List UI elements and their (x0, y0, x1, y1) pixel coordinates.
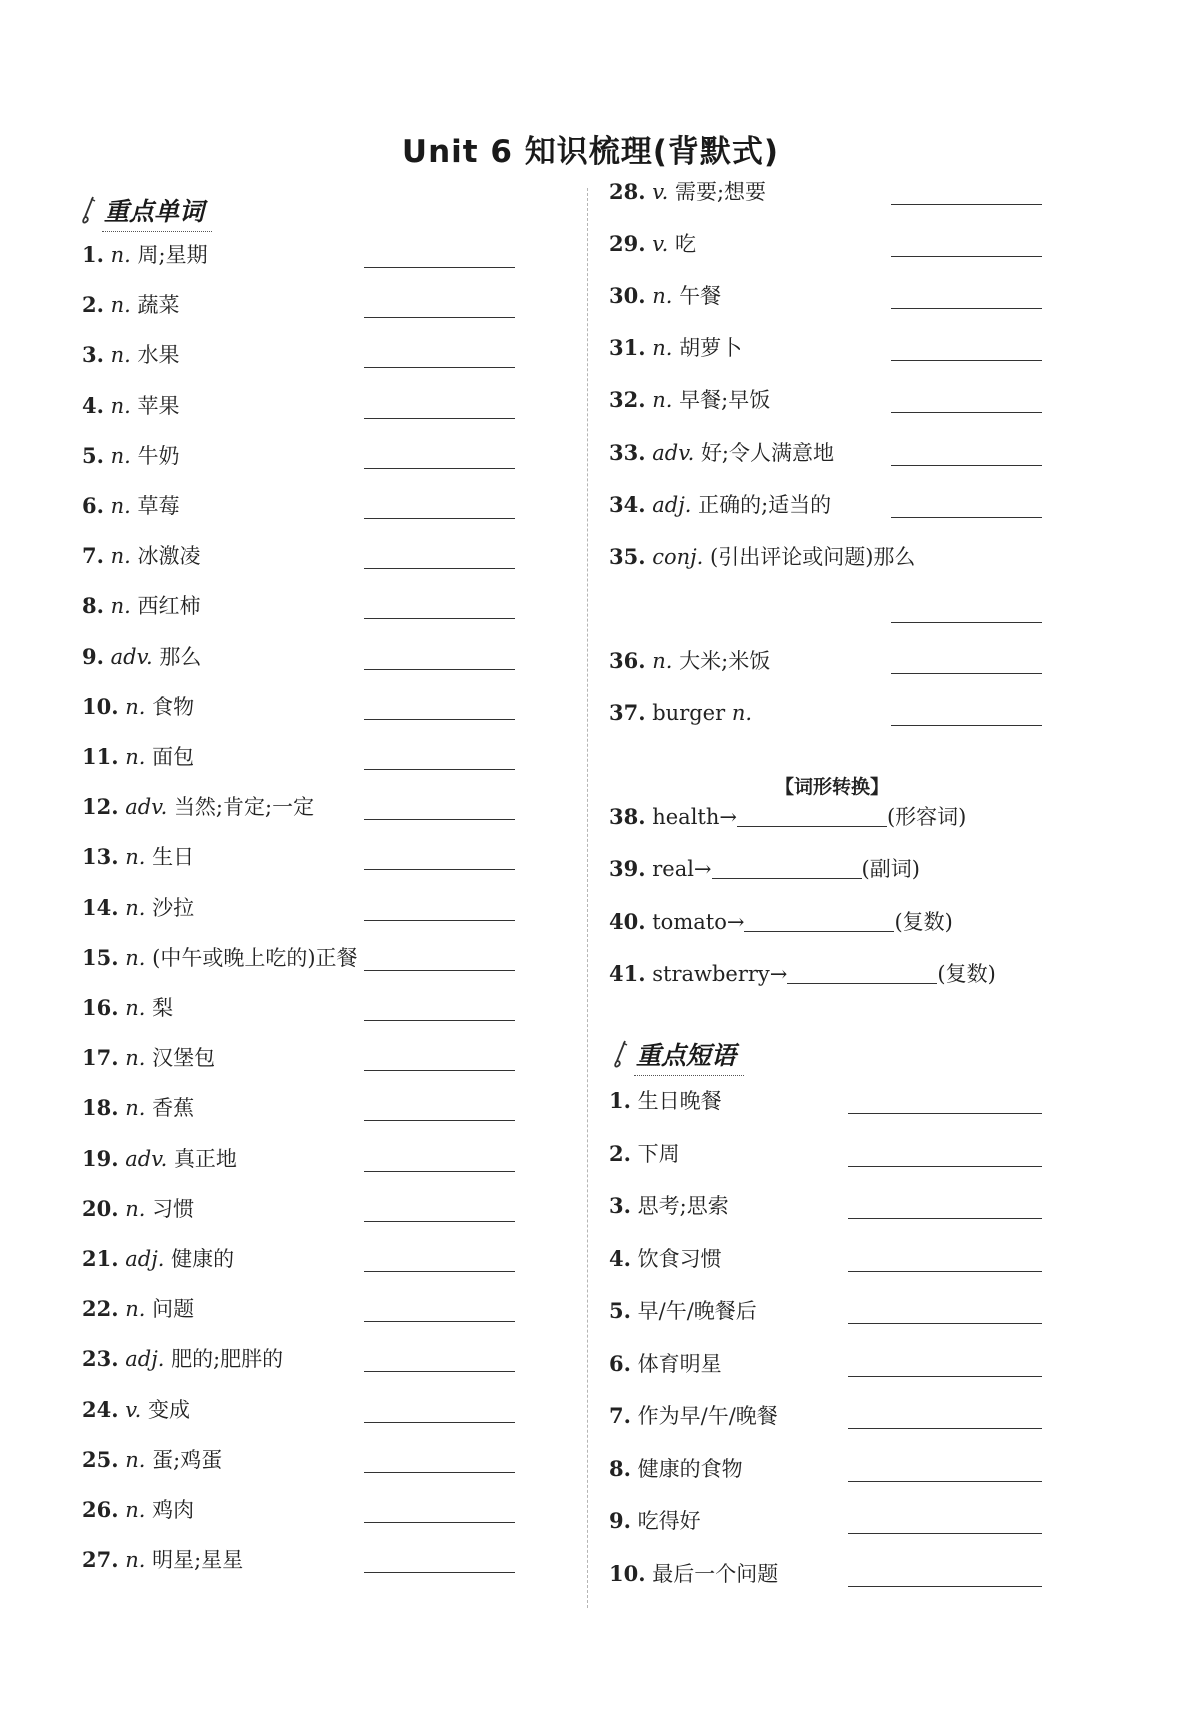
item-number: 10. (82, 693, 119, 719)
part-of-speech: conj. (652, 545, 704, 569)
item-number: 6. (82, 493, 104, 518)
item-phrase: 饮食习惯 (637, 1246, 722, 1271)
item-number: 7. (82, 543, 104, 569)
item-meaning: 健康的 (171, 1247, 235, 1271)
transform-item (609, 802, 966, 832)
answer-blank[interactable] (744, 909, 894, 932)
item-number: 13. (82, 844, 119, 870)
part-of-speech: n. (125, 1297, 146, 1322)
item-number: 2. (82, 292, 104, 318)
item-phrase: 生日晚餐 (637, 1089, 722, 1113)
item-word: tomato→ (652, 910, 745, 934)
vocab-item (609, 177, 766, 207)
item-meaning: 习惯 (152, 1196, 195, 1221)
part-of-speech: n. (110, 243, 131, 267)
item-meaning: 蛋;鸡蛋 (152, 1447, 223, 1472)
answer-blank[interactable] (364, 1070, 515, 1071)
item-number: 34. (609, 492, 646, 517)
part-of-speech: n. (125, 745, 146, 769)
answer-blank[interactable] (364, 1321, 515, 1322)
answer-blank[interactable] (891, 256, 1042, 257)
answer-blank[interactable] (364, 819, 515, 820)
item-meaning: 西红柿 (137, 594, 201, 619)
answer-blank[interactable] (364, 1371, 515, 1372)
answer-blank[interactable] (364, 1572, 515, 1573)
item-number: 36. (609, 648, 646, 673)
vocab-item (82, 491, 180, 521)
part-of-speech: n. (731, 701, 753, 725)
item-number: 37. (609, 700, 646, 725)
item-meaning: 变成 (147, 1397, 190, 1422)
answer-blank[interactable] (891, 673, 1042, 674)
item-number: 29. (609, 231, 646, 256)
item-number: 33. (609, 440, 646, 465)
item-phrase: 最后一个问题 (652, 1561, 779, 1586)
item-phrase: 体育明星 (637, 1351, 722, 1376)
part-of-speech: adj. (125, 1347, 165, 1372)
item-number: 15. (82, 944, 119, 970)
part-of-speech: n. (652, 336, 673, 360)
item-number: 21. (82, 1246, 119, 1271)
item-number: 3. (82, 342, 104, 368)
part-of-speech: n. (110, 544, 131, 569)
answer-blank[interactable] (891, 360, 1042, 361)
item-phrase: 早/午/晚餐后 (637, 1299, 757, 1323)
vocab-item (82, 792, 314, 822)
phrase-item (609, 1244, 722, 1274)
part-of-speech: adj. (125, 1247, 165, 1271)
answer-blank[interactable] (848, 1586, 1042, 1587)
item-meaning: 早餐;早饭 (679, 388, 771, 412)
part-of-speech: n. (125, 1548, 146, 1573)
part-of-speech: adv. (125, 795, 168, 820)
vocab-item (82, 1194, 194, 1224)
vocab-item (82, 1445, 222, 1475)
transform-item (609, 959, 996, 989)
part-of-speech: n. (125, 1046, 146, 1071)
item-note: (副词) (861, 857, 920, 881)
item-phrase: 思考;思索 (637, 1194, 729, 1218)
item-phrase: 吃得好 (637, 1509, 701, 1533)
answer-blank[interactable] (848, 1376, 1042, 1377)
part-of-speech: v. (652, 232, 669, 256)
item-number: 40. (609, 909, 646, 934)
item-word: health→ (652, 805, 737, 829)
vocab-item (82, 290, 180, 320)
vocab-item (609, 490, 831, 520)
answer-blank[interactable] (364, 1120, 515, 1121)
item-note: (形容词) (886, 805, 967, 829)
answer-blank[interactable] (848, 1113, 1042, 1114)
phrase-item (609, 1191, 729, 1221)
vocab-item (82, 391, 180, 421)
answer-blank[interactable] (364, 1171, 515, 1172)
part-of-speech: n. (125, 996, 146, 1020)
answer-blank[interactable] (364, 367, 515, 368)
answer-blank[interactable] (364, 1522, 515, 1523)
answer-blank[interactable] (364, 1221, 515, 1222)
part-of-speech: v. (125, 1397, 142, 1422)
section-heading-text: 重点短语 (634, 1036, 744, 1076)
pen-icon (612, 1039, 634, 1075)
item-number: 24. (82, 1396, 119, 1422)
item-phrase: 健康的食物 (637, 1456, 743, 1481)
vocab-item (82, 1244, 234, 1274)
item-number: 18. (82, 1095, 119, 1121)
vocab-item (82, 893, 194, 923)
vocab-item (82, 993, 173, 1023)
vocab-item (82, 842, 194, 872)
part-of-speech: adv. (652, 441, 695, 465)
item-meaning: 水果 (137, 343, 180, 368)
item-number: 16. (82, 995, 119, 1020)
word-transform-heading: 【词形转换】 (774, 776, 889, 798)
item-number: 6. (609, 1350, 631, 1376)
item-meaning: 正确的;适当的 (698, 493, 832, 517)
vocab-item (609, 438, 834, 468)
item-number: 26. (82, 1497, 119, 1522)
section-heading-text: 重点单词 (102, 192, 212, 232)
answer-blank[interactable] (364, 970, 515, 971)
item-number: 23. (82, 1346, 119, 1372)
item-phrase: 作为早/午/晚餐 (637, 1404, 778, 1428)
answer-blank[interactable] (364, 1020, 515, 1021)
answer-blank[interactable] (891, 622, 1042, 623)
answer-blank[interactable] (364, 1422, 515, 1423)
answer-blank[interactable] (848, 1481, 1042, 1482)
item-number: 12. (82, 794, 119, 820)
item-number: 20. (82, 1195, 119, 1221)
item-number: 32. (609, 387, 646, 412)
item-note: (复数) (894, 910, 953, 934)
answer-blank[interactable] (891, 204, 1042, 205)
item-number: 7. (609, 1403, 631, 1428)
item-meaning: 周;星期 (137, 243, 208, 267)
vocab-item (609, 229, 696, 259)
answer-blank[interactable] (364, 869, 515, 870)
item-meaning: 需要;想要 (674, 180, 767, 204)
answer-blank[interactable] (787, 961, 937, 984)
item-number: 4. (82, 392, 104, 418)
item-meaning: 冰激凌 (137, 544, 201, 569)
part-of-speech: n. (110, 293, 131, 318)
answer-blank[interactable] (364, 1472, 515, 1473)
phrase-item (609, 1349, 722, 1379)
item-number: 10. (609, 1560, 646, 1586)
item-meaning: 食物 (152, 694, 195, 719)
item-meaning: (中午或晚上吃的)正餐 (152, 945, 358, 970)
part-of-speech: n. (125, 945, 146, 970)
vocab-item (82, 1093, 194, 1123)
item-meaning: 沙拉 (152, 895, 195, 920)
item-meaning: 午餐 (679, 284, 722, 308)
part-of-speech: n. (125, 845, 146, 870)
vocab-item (82, 1144, 237, 1174)
answer-blank[interactable] (848, 1428, 1042, 1429)
vocab-item (82, 1545, 243, 1575)
item-number: 8. (82, 593, 104, 619)
item-meaning: 胡萝卜 (679, 336, 743, 360)
vocab-item (609, 646, 770, 676)
answer-blank[interactable] (364, 669, 515, 670)
answer-blank[interactable] (364, 267, 515, 268)
item-phrase: 下周 (637, 1141, 680, 1166)
phrase-item (609, 1454, 743, 1484)
part-of-speech: n. (125, 1447, 146, 1472)
part-of-speech: n. (125, 895, 146, 920)
item-meaning: 当然;肯定;一定 (173, 795, 315, 820)
part-of-speech: adv. (125, 1146, 168, 1171)
item-meaning: 香蕉 (152, 1096, 195, 1121)
item-meaning: (引出评论或问题)那么 (710, 545, 916, 569)
item-number: 39. (609, 856, 646, 881)
answer-blank[interactable] (848, 1533, 1042, 1534)
item-number: 1. (82, 242, 104, 267)
item-number: 30. (609, 283, 646, 308)
item-meaning: 梨 (152, 996, 174, 1020)
item-number: 2. (609, 1140, 631, 1166)
item-meaning: 生日 (152, 845, 195, 870)
answer-blank[interactable] (364, 468, 515, 469)
answer-blank[interactable] (364, 418, 515, 419)
vocab-item (82, 1043, 215, 1073)
item-number: 25. (82, 1446, 119, 1472)
answer-blank[interactable] (364, 317, 515, 318)
item-meaning: 肥的;肥胖的 (171, 1347, 284, 1372)
item-number: 28. (609, 179, 646, 204)
item-number: 22. (82, 1296, 119, 1322)
part-of-speech: n. (110, 393, 131, 418)
item-word: burger (652, 701, 726, 725)
vocab-item (82, 692, 194, 722)
item-number: 38. (609, 804, 646, 829)
item-number: 41. (609, 961, 646, 986)
item-number: 4. (609, 1245, 631, 1271)
vocab-item (82, 1344, 283, 1374)
phrase-item (609, 1401, 778, 1431)
vocab-item (82, 1294, 194, 1324)
item-meaning: 面包 (152, 745, 195, 769)
answer-blank[interactable] (364, 518, 515, 519)
answer-blank[interactable] (891, 465, 1042, 466)
phrase-item (609, 1296, 757, 1326)
item-number: 3. (609, 1193, 631, 1218)
item-number: 5. (609, 1298, 631, 1323)
item-note: (复数) (937, 962, 996, 986)
answer-blank[interactable] (712, 856, 862, 879)
transform-item (609, 854, 920, 884)
answer-blank[interactable] (891, 517, 1042, 518)
vocab-item (609, 281, 721, 311)
vocab-item (82, 441, 180, 471)
answer-blank[interactable] (737, 804, 887, 827)
item-number: 19. (82, 1145, 119, 1171)
vocab-item (82, 1395, 190, 1425)
part-of-speech: n. (652, 284, 673, 308)
item-number: 14. (82, 894, 119, 920)
item-meaning: 吃 (674, 232, 696, 256)
transform-item (609, 907, 953, 937)
vocab-item (82, 340, 180, 370)
answer-blank[interactable] (848, 1323, 1042, 1324)
answer-blank[interactable] (364, 568, 515, 569)
item-meaning: 好;令人满意地 (700, 441, 835, 465)
column-divider (587, 188, 588, 1608)
vocab-item (609, 333, 742, 363)
item-meaning: 那么 (159, 644, 202, 669)
part-of-speech: n. (125, 1498, 146, 1522)
item-meaning: 大米;米饭 (679, 649, 771, 673)
item-number: 27. (82, 1547, 119, 1573)
answer-blank[interactable] (364, 769, 515, 770)
answer-blank[interactable] (848, 1166, 1042, 1167)
vocab-item (82, 240, 208, 270)
part-of-speech: n. (110, 343, 131, 368)
phrase-item (609, 1506, 701, 1536)
item-number: 17. (82, 1045, 119, 1071)
answer-blank[interactable] (364, 920, 515, 921)
vocab-item (82, 642, 201, 672)
item-number: 9. (82, 643, 104, 669)
vocab-item (82, 591, 201, 621)
pen-icon (80, 195, 102, 231)
part-of-speech: adj. (652, 493, 692, 517)
item-number: 8. (609, 1455, 631, 1481)
item-meaning: 明星;星星 (152, 1548, 244, 1573)
vocab-item (82, 541, 201, 571)
item-number: 11. (82, 744, 119, 769)
phrase-item (609, 1139, 680, 1169)
part-of-speech: n. (125, 1096, 146, 1121)
answer-blank[interactable] (848, 1218, 1042, 1219)
part-of-speech: n. (125, 1196, 146, 1221)
vocab-item (609, 698, 752, 728)
part-of-speech: n. (125, 694, 146, 719)
item-meaning: 牛奶 (137, 443, 180, 468)
answer-blank[interactable] (891, 725, 1042, 726)
item-number: 5. (82, 442, 104, 468)
item-meaning: 蔬菜 (137, 293, 180, 318)
phrase-item (609, 1559, 778, 1589)
item-number: 35. (609, 544, 646, 569)
answer-blank[interactable] (891, 412, 1042, 413)
part-of-speech: n. (110, 594, 131, 619)
item-word: strawberry→ (652, 962, 788, 986)
vocab-item (82, 742, 194, 772)
answer-blank[interactable] (364, 719, 515, 720)
answer-blank[interactable] (364, 1271, 515, 1272)
answer-blank[interactable] (848, 1271, 1042, 1272)
item-meaning: 苹果 (137, 393, 180, 418)
answer-blank[interactable] (891, 308, 1042, 309)
page-title: Unit 6 知识梳理(背默式) (401, 134, 780, 170)
part-of-speech: v. (652, 180, 669, 204)
vocab-item (82, 1495, 194, 1525)
vocab-item (609, 385, 770, 415)
item-number: 31. (609, 335, 646, 360)
item-meaning: 汉堡包 (152, 1046, 216, 1071)
item-meaning: 鸡肉 (152, 1498, 195, 1522)
section-heading-phrases (612, 1036, 744, 1076)
section-heading-vocab (80, 192, 212, 232)
part-of-speech: n. (652, 388, 673, 412)
part-of-speech: n. (110, 494, 131, 518)
item-number: 1. (609, 1088, 631, 1113)
vocab-item (609, 542, 915, 572)
part-of-speech: adv. (110, 644, 153, 669)
vocab-item (82, 943, 358, 973)
item-number: 9. (609, 1508, 631, 1533)
phrase-item (609, 1086, 722, 1116)
item-word: real→ (652, 857, 712, 881)
item-meaning: 草莓 (137, 494, 180, 518)
part-of-speech: n. (652, 649, 673, 673)
item-meaning: 问题 (152, 1297, 195, 1322)
answer-blank[interactable] (364, 618, 515, 619)
part-of-speech: n. (110, 443, 131, 468)
item-meaning: 真正地 (173, 1146, 237, 1171)
